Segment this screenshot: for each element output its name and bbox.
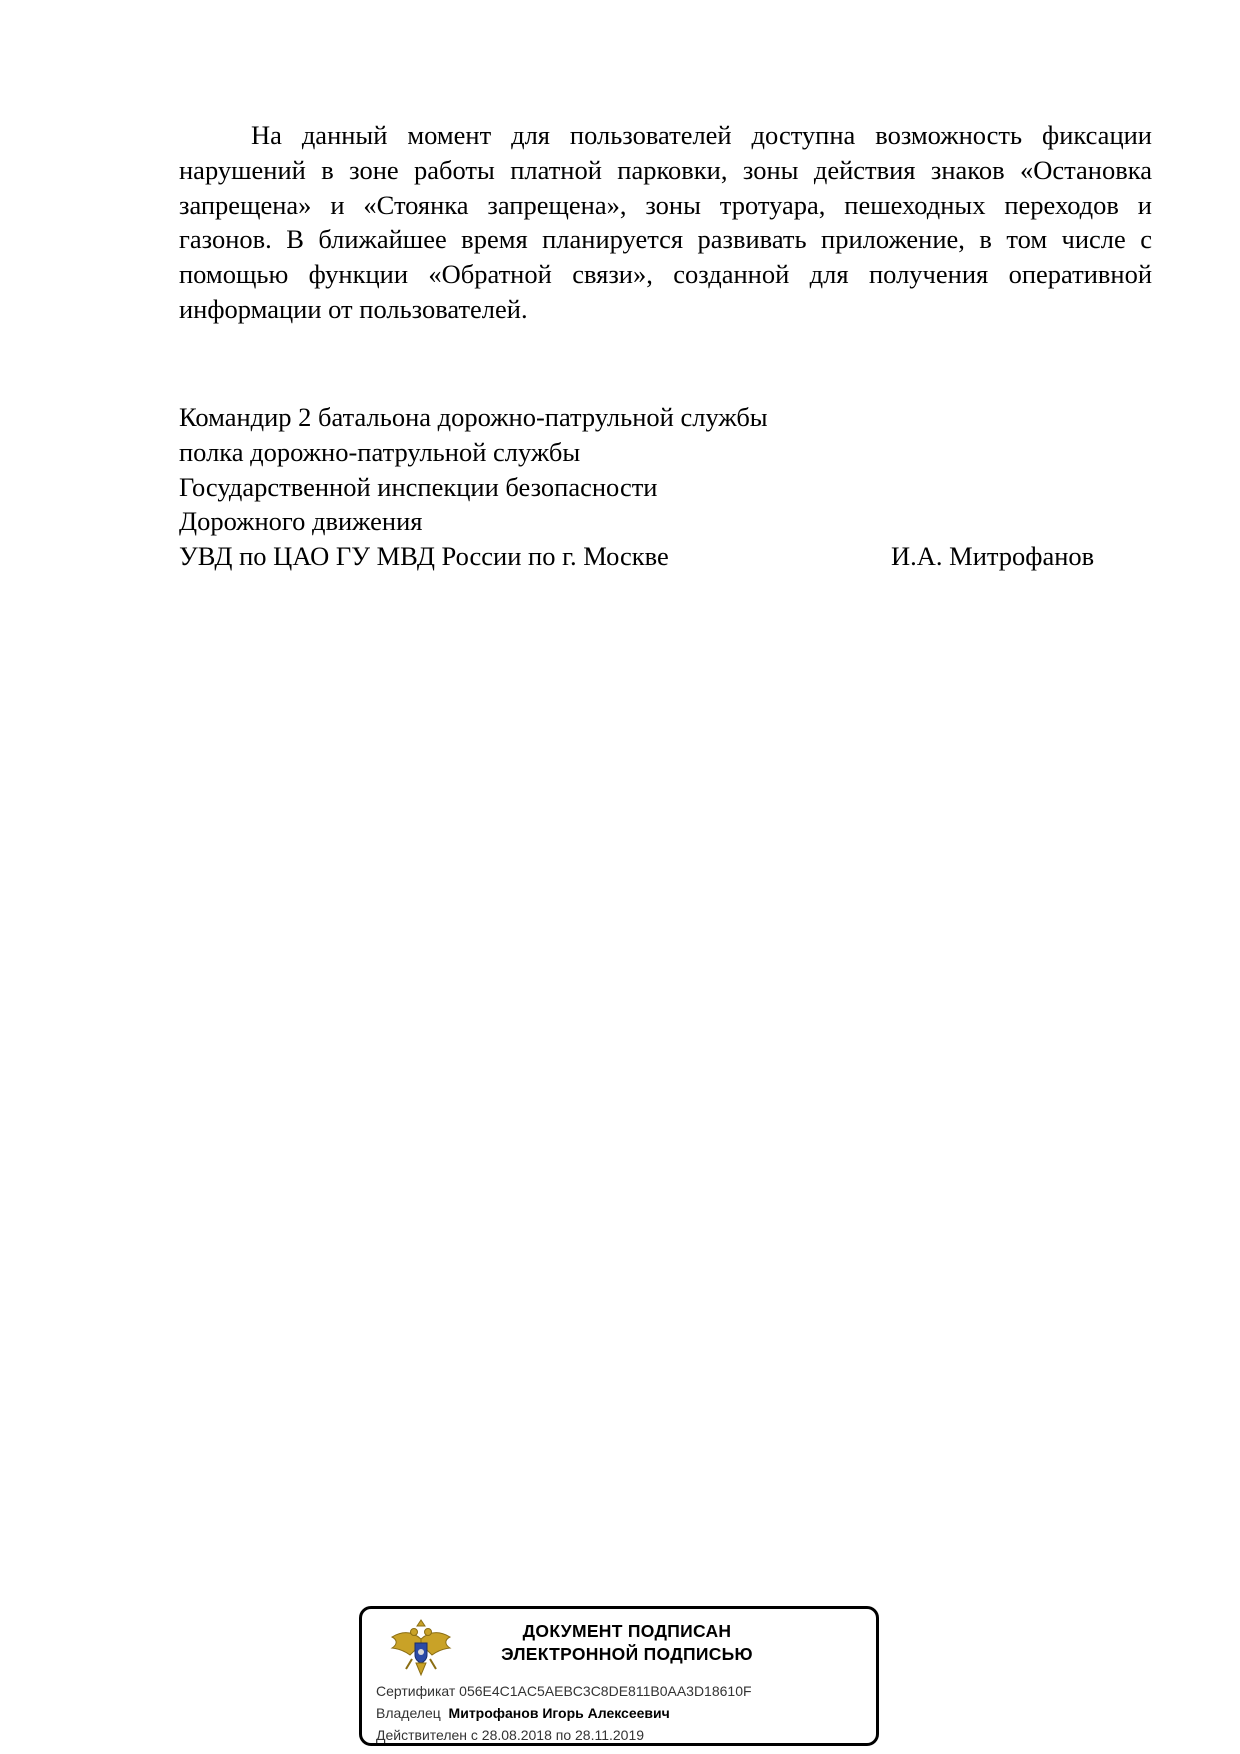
- stamp-heading-line: ЭЛЕКТРОННОЙ ПОДПИСЬЮ: [501, 1644, 753, 1664]
- stamp-heading: [462, 1620, 792, 1666]
- double-headed-eagle-emblem: [388, 1617, 454, 1683]
- signatory-position-line: Командир 2 батальона дорожно-патрульной службы: [179, 402, 768, 432]
- stamp-certificate-value: 056E4C1AC5AEBC3C8DE811B0AA3D18610F: [459, 1683, 752, 1699]
- stamp-owner-value: Митрофанов Игорь Алексеевич: [448, 1705, 670, 1721]
- signatory-position-line: Дорожного движения: [179, 506, 423, 537]
- electronic-signature-stamp: [359, 1606, 879, 1746]
- signatory-name: И.А. Митрофанов: [891, 541, 1095, 572]
- body-paragraph: На данный момент для пользователей доступна возможность фиксации нарушений в зоне работы платной парковки, зоны действия знаков «Остановка запрещена» и «Стоянка запрещена», зоны тротуара, пешеходных переходов и газонов. В ближайшее время планируется развивать приложение, в том числе с помощью функции «Обратной связи», созданной для получения оперативной информации от пользователей.: [179, 120, 1152, 324]
- stamp-certificate: [376, 1680, 752, 1702]
- stamp-owner-label: Владелец: [376, 1705, 441, 1721]
- stamp-heading-line: ДОКУМЕНТ ПОДПИСАН: [522, 1621, 732, 1641]
- stamp-validity: Действителен с 28.08.2018 по 28.11.2019: [376, 1727, 645, 1743]
- signatory-position-line: Государственной инспекции безопасности: [179, 471, 658, 502]
- signature-block: [179, 400, 1179, 574]
- signatory-position-line: полка дорожно-патрульной службы: [179, 436, 581, 467]
- signatory-last-line: [179, 539, 1179, 574]
- stamp-details: [376, 1680, 752, 1746]
- stamp-owner: [376, 1702, 752, 1724]
- stamp-certificate-label: Сертификат: [376, 1683, 456, 1699]
- signatory-position-line: УВД по ЦАО ГУ МВД России по г. Москве: [179, 541, 669, 572]
